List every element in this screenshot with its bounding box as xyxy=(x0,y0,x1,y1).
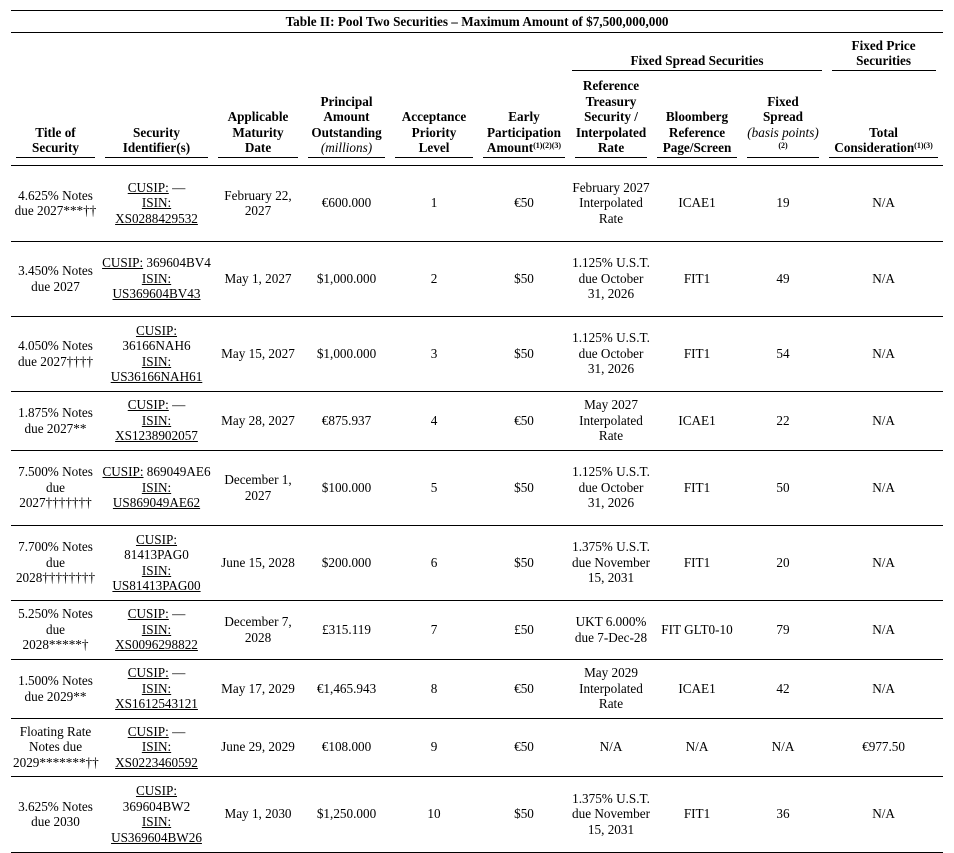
security-identifiers xyxy=(100,525,213,600)
fixed-price-group-header: Fixed Price Securities xyxy=(832,38,936,71)
maturity-date: May 1, 2027 xyxy=(213,241,303,316)
total-consideration: N/A xyxy=(824,659,943,718)
security-identifiers xyxy=(100,316,213,391)
principal-amount: €875.937 xyxy=(303,391,390,450)
fixed-spread: 49 xyxy=(742,241,824,316)
isin-value: XS0223460592 xyxy=(115,754,198,770)
security-title: Floating Rate Notes due 2029*******†† xyxy=(11,718,100,776)
principal-amount: $1,000.000 xyxy=(303,316,390,391)
priority-level: 5 xyxy=(390,450,478,525)
early-participation-amount: €50 xyxy=(478,165,570,241)
reference-security: May 2027 Interpolated Rate xyxy=(570,391,652,450)
bloomberg-page: ICAE1 xyxy=(652,165,742,241)
bloomberg-page: FIT1 xyxy=(652,450,742,525)
cusip-value: — xyxy=(172,665,186,681)
security-title: 4.625% Notes due 2027***†† xyxy=(11,165,100,241)
priority-level: 9 xyxy=(390,718,478,776)
cusip-value: 81413PAG0 xyxy=(124,547,189,562)
table-row xyxy=(11,525,943,600)
security-identifiers xyxy=(100,391,213,450)
fixed-spread: 22 xyxy=(742,391,824,450)
fixed-spread: 20 xyxy=(742,525,824,600)
pool-two-securities-table xyxy=(11,10,943,853)
cusip-label: CUSIP: xyxy=(127,723,169,739)
priority-level: 2 xyxy=(390,241,478,316)
spread-unit: (basis points) xyxy=(747,124,819,140)
isin-label: ISIN: xyxy=(141,680,172,696)
cusip-value: — xyxy=(172,397,186,413)
col-header-identifier: Security Identifier(s) xyxy=(105,125,208,158)
principal-amount: $1,000.000 xyxy=(303,241,390,316)
table-row xyxy=(11,165,943,241)
early-participation-amount: $50 xyxy=(478,776,570,852)
table-row xyxy=(11,659,943,718)
cusip-label: CUSIP: xyxy=(135,783,178,798)
reference-security: 1.125% U.S.T. due October 31, 2026 xyxy=(570,241,652,316)
isin-value: US869049AE62 xyxy=(112,495,201,511)
maturity-date: February 22, 2027 xyxy=(213,165,303,241)
fixed-spread: 19 xyxy=(742,165,824,241)
cusip-value: — xyxy=(172,723,186,739)
total-consideration: N/A xyxy=(824,241,943,316)
maturity-date: May 15, 2027 xyxy=(213,316,303,391)
table-body xyxy=(11,165,943,852)
col-header-reference: Reference Treasury Security / Interpolated Rate xyxy=(575,78,647,158)
security-identifiers xyxy=(100,241,213,316)
col-header-bloomberg: Bloomberg Reference Page/Screen xyxy=(657,109,737,158)
isin-label: ISIN: xyxy=(141,479,172,495)
total-consideration: N/A xyxy=(824,450,943,525)
priority-level: 10 xyxy=(390,776,478,852)
table-row xyxy=(11,316,943,391)
isin-value: XS1612543121 xyxy=(115,696,198,712)
early-participation-amount: €50 xyxy=(478,718,570,776)
col-header-principal: Principal Amount Outstanding (millions) xyxy=(308,94,385,158)
security-title: 1.875% Notes due 2027** xyxy=(11,391,100,450)
maturity-date: May 1, 2030 xyxy=(213,776,303,852)
early-participation-amount: $50 xyxy=(478,241,570,316)
maturity-date: June 15, 2028 xyxy=(213,525,303,600)
col-header-total: Total Consideration$^{(1)(3)}$ xyxy=(829,125,938,158)
priority-level: 8 xyxy=(390,659,478,718)
table-row xyxy=(11,600,943,659)
cusip-value: — xyxy=(172,179,186,195)
principal-amount: €1,465.943 xyxy=(303,659,390,718)
bloomberg-page: FIT1 xyxy=(652,525,742,600)
fixed-spread: 54 xyxy=(742,316,824,391)
bloomberg-page: N/A xyxy=(652,718,742,776)
fixed-spread: 36 xyxy=(742,776,824,852)
cusip-value: 369604BW2 xyxy=(122,798,191,814)
cusip-value: 869049AE6 xyxy=(146,464,211,480)
early-participation-amount: £50 xyxy=(478,600,570,659)
isin-value: XS1238902057 xyxy=(115,428,198,444)
reference-security: UKT 6.000% due 7-Dec-28 xyxy=(570,600,652,659)
cusip-label: CUSIP: xyxy=(127,665,169,681)
table-row xyxy=(11,718,943,776)
security-title: 7.700% Notes due 2028†††††††† xyxy=(11,525,100,600)
col-header-early: Early Participation Amount$^{(1)(2)(3)}$ xyxy=(483,109,565,158)
early-participation-amount: $50 xyxy=(478,316,570,391)
isin-value: US36166NAH61 xyxy=(110,369,203,384)
cusip-label: CUSIP: xyxy=(127,397,169,413)
fixed-spread: 42 xyxy=(742,659,824,718)
security-title: 3.625% Notes due 2030 xyxy=(11,776,100,852)
fixed-spread: 79 xyxy=(742,600,824,659)
bloomberg-page: FIT1 xyxy=(652,316,742,391)
early-participation-amount: $50 xyxy=(478,525,570,600)
security-title: 1.500% Notes due 2029** xyxy=(11,659,100,718)
reference-security: 1.375% U.S.T. due November 15, 2031 xyxy=(570,776,652,852)
bloomberg-page: FIT GLT0-10 xyxy=(652,600,742,659)
col-header-priority: Acceptance Priority Level xyxy=(395,109,473,158)
reference-security: 1.125% U.S.T. due October 31, 2026 xyxy=(570,450,652,525)
isin-label: ISIN: xyxy=(141,195,172,211)
isin-value: US81413PAG00 xyxy=(112,578,201,593)
total-consideration: N/A xyxy=(824,525,943,600)
col-header-spread: Fixed Spread (basis points)$^{(2)}$ xyxy=(747,94,819,158)
isin-label: ISIN: xyxy=(141,270,172,286)
priority-level: 4 xyxy=(390,391,478,450)
reference-security: 1.375% U.S.T. due November 15, 2031 xyxy=(570,525,652,600)
isin-value: XS0288429532 xyxy=(115,210,198,226)
securities-table-wrapper xyxy=(11,10,943,853)
col-header-title: Title of Security xyxy=(16,125,95,158)
isin-label: ISIN: xyxy=(141,353,172,369)
cusip-label: CUSIP: xyxy=(135,531,178,547)
security-identifiers xyxy=(100,659,213,718)
col-header-maturity: Applicable Maturity Date xyxy=(218,109,298,158)
reference-security: 1.125% U.S.T. due October 31, 2026 xyxy=(570,316,652,391)
cusip-label: CUSIP: xyxy=(127,606,169,622)
maturity-date: May 17, 2029 xyxy=(213,659,303,718)
maturity-date: December 7, 2028 xyxy=(213,600,303,659)
cusip-label: CUSIP: xyxy=(102,464,144,480)
total-consideration: N/A xyxy=(824,316,943,391)
reference-security: N/A xyxy=(570,718,652,776)
bloomberg-page: FIT1 xyxy=(652,776,742,852)
maturity-date: December 1, 2027 xyxy=(213,450,303,525)
total-consideration: N/A xyxy=(824,165,943,241)
table-title: Table II: Pool Two Securities – Maximum Amount of $7,500,000,000 xyxy=(11,11,943,33)
principal-unit: (millions) xyxy=(320,140,373,155)
bloomberg-page: ICAE1 xyxy=(652,391,742,450)
security-identifiers xyxy=(100,718,213,776)
cusip-value: 369604BV4 xyxy=(146,255,211,271)
total-consideration: N/A xyxy=(824,600,943,659)
total-consideration: €977.50 xyxy=(824,718,943,776)
priority-level: 3 xyxy=(390,316,478,391)
principal-amount: $1,250.000 xyxy=(303,776,390,852)
isin-label: ISIN: xyxy=(141,412,172,428)
security-title: 7.500% Notes due 2027††††††† xyxy=(11,450,100,525)
principal-amount: $200.000 xyxy=(303,525,390,600)
isin-value: US369604BW26 xyxy=(111,829,202,845)
isin-label: ISIN: xyxy=(141,621,172,637)
early-participation-amount: $50 xyxy=(478,450,570,525)
early-participation-amount: €50 xyxy=(478,659,570,718)
principal-amount: £315.119 xyxy=(303,600,390,659)
security-identifiers xyxy=(100,776,213,852)
fixed-spread-group-header: Fixed Spread Securities xyxy=(572,53,822,71)
early-participation-amount: €50 xyxy=(478,391,570,450)
priority-level: 7 xyxy=(390,600,478,659)
table-row xyxy=(11,391,943,450)
reference-security: May 2029 Interpolated Rate xyxy=(570,659,652,718)
isin-label: ISIN: xyxy=(141,562,172,578)
isin-label: ISIN: xyxy=(141,814,172,829)
security-identifiers xyxy=(100,450,213,525)
priority-level: 1 xyxy=(390,165,478,241)
cusip-label: CUSIP: xyxy=(135,322,178,338)
table-row xyxy=(11,450,943,525)
security-identifiers xyxy=(100,165,213,241)
cusip-value: — xyxy=(172,606,186,622)
isin-value: XS0096298822 xyxy=(115,637,198,653)
bloomberg-page: FIT1 xyxy=(652,241,742,316)
fixed-spread: 50 xyxy=(742,450,824,525)
isin-value: US369604BV43 xyxy=(112,286,201,302)
security-title: 5.250% Notes due 2028*****† xyxy=(11,600,100,659)
total-consideration: N/A xyxy=(824,391,943,450)
priority-level: 6 xyxy=(390,525,478,600)
principal-amount: €108.000 xyxy=(303,718,390,776)
cusip-value: 36166NAH6 xyxy=(122,338,191,353)
bloomberg-page: ICAE1 xyxy=(652,659,742,718)
principal-amount: $100.000 xyxy=(303,450,390,525)
table-row xyxy=(11,241,943,316)
table-row xyxy=(11,776,943,852)
maturity-date: May 28, 2027 xyxy=(213,391,303,450)
cusip-label: CUSIP: xyxy=(102,255,144,271)
reference-security: February 2027 Interpolated Rate xyxy=(570,165,652,241)
fixed-spread: N/A xyxy=(742,718,824,776)
total-consideration: N/A xyxy=(824,776,943,852)
isin-label: ISIN: xyxy=(141,739,172,755)
security-identifiers xyxy=(100,600,213,659)
security-title: 3.450% Notes due 2027 xyxy=(11,241,100,316)
maturity-date: June 29, 2029 xyxy=(213,718,303,776)
security-title: 4.050% Notes due 2027†††† xyxy=(11,316,100,391)
principal-amount: €600.000 xyxy=(303,165,390,241)
cusip-label: CUSIP: xyxy=(127,179,169,195)
